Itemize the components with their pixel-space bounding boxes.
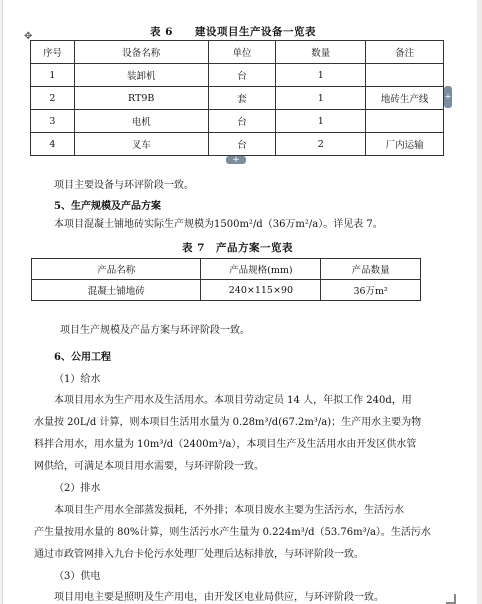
cell-index: 3 [31, 110, 75, 133]
water-supply-line: 料拌合用水，用水量为 10m³/d（2400m³/a），本项目生产及生活用水由开发区供水管 [34, 439, 417, 450]
product-table [31, 258, 421, 301]
section-5-heading: 5、生产规模及产品方案 [54, 201, 161, 212]
cell-unit: 套 [208, 87, 276, 110]
cell-note: 地砖生产线 [366, 87, 444, 110]
cell-quantity: 36万m² [321, 280, 421, 301]
power-supply-line: 项目用电主要是照明及生产用电，由开发区电业局供应，与环评阶段一致。 [54, 592, 384, 603]
table6-caption: 表 6 建设项目生产设备一览表 [150, 26, 316, 38]
water-supply-line: 水量按 20L/d 计算，则本项目生活用水量为 0.28m³/d(67.2m³/a)；生产用水主要为物 [34, 417, 422, 428]
col-header-quantity: 产品数量 [321, 259, 421, 280]
drainage-line: 本项目生产用水全部蒸发损耗，不外排；本项目废水主要为生活污水，生活污水 [54, 505, 404, 516]
cell-unit: 台 [208, 110, 276, 133]
cell-note [366, 64, 444, 87]
col-header-qty: 数量 [276, 41, 366, 64]
water-supply-line: 本项目用水为生产用水及生活用水。本项目劳动定员 14 人，年拟工作 240d，用 [54, 395, 412, 406]
paragraph-equipment-consistent: 项目主要设备与环评阶段一致。 [54, 180, 194, 191]
add-row-button[interactable]: + [226, 156, 246, 164]
cell-note [366, 110, 444, 133]
col-header-index: 序号 [31, 41, 75, 64]
drainage-line: 产生量按用水量的 80%计算，则生活污水产生量为 0.224m³/d（53.76m³/a）。生活污水 [34, 527, 431, 538]
col-header-product: 产品名称 [32, 259, 201, 280]
table-move-handle-icon[interactable]: ✥ [24, 31, 33, 42]
cell-qty: 1 [276, 87, 366, 110]
drainage-line: 通过市政管网排入九台卡伦污水处理厂处理后达标排放，与环评阶段一致。 [34, 549, 364, 560]
cell-index: 4 [31, 133, 75, 156]
cell-name: 装卸机 [74, 64, 208, 87]
table-resize-handle-icon[interactable] [446, 594, 456, 604]
cell-index: 2 [31, 87, 75, 110]
subsection-drainage: （2）排水 [54, 483, 101, 494]
cell-qty: 1 [276, 110, 366, 133]
col-header-unit: 单位 [208, 41, 276, 64]
section-6-heading: 6、公用工程 [54, 352, 111, 363]
table-row [31, 110, 444, 133]
subsection-water-supply: （1）给水 [54, 374, 101, 385]
equipment-table [30, 40, 444, 156]
cell-qty: 2 [276, 133, 366, 156]
table-row [31, 87, 444, 110]
subsection-power-supply: （3）供电 [54, 571, 101, 582]
cell-index: 1 [31, 64, 75, 87]
cell-note: 厂内运输 [366, 133, 444, 156]
col-header-name: 设备名称 [74, 41, 208, 64]
cell-name: RT9B [74, 87, 208, 110]
paragraph-scale-consistent: 项目生产规模及产品方案与环评阶段一致。 [60, 325, 250, 336]
add-column-button[interactable]: + [444, 86, 452, 108]
col-header-note: 备注 [366, 41, 444, 64]
editor-right-rail [477, 0, 482, 604]
water-supply-line: 网供给，可满足本项目用水需要，与环评阶段一致。 [34, 461, 264, 472]
col-header-spec: 产品规格(mm) [201, 259, 321, 280]
table7-caption: 表 7 产品方案一览表 [182, 242, 293, 254]
table-row [32, 280, 421, 301]
cell-unit: 台 [208, 64, 276, 87]
table-row [31, 133, 444, 156]
cell-qty: 1 [276, 64, 366, 87]
cell-spec: 240×115×90 [201, 280, 321, 301]
table-header-row [32, 259, 421, 280]
cell-product: 混凝土铺地砖 [32, 280, 201, 301]
table-row [31, 64, 444, 87]
cell-unit: 台 [208, 133, 276, 156]
paragraph-production-scale: 本项目混凝土铺地砖实际生产规模为1500m²/d（36万m²/a）。详见表 7。 [54, 219, 383, 230]
cell-name: 叉车 [74, 133, 208, 156]
table-header-row [31, 41, 444, 64]
cell-name: 电机 [74, 110, 208, 133]
